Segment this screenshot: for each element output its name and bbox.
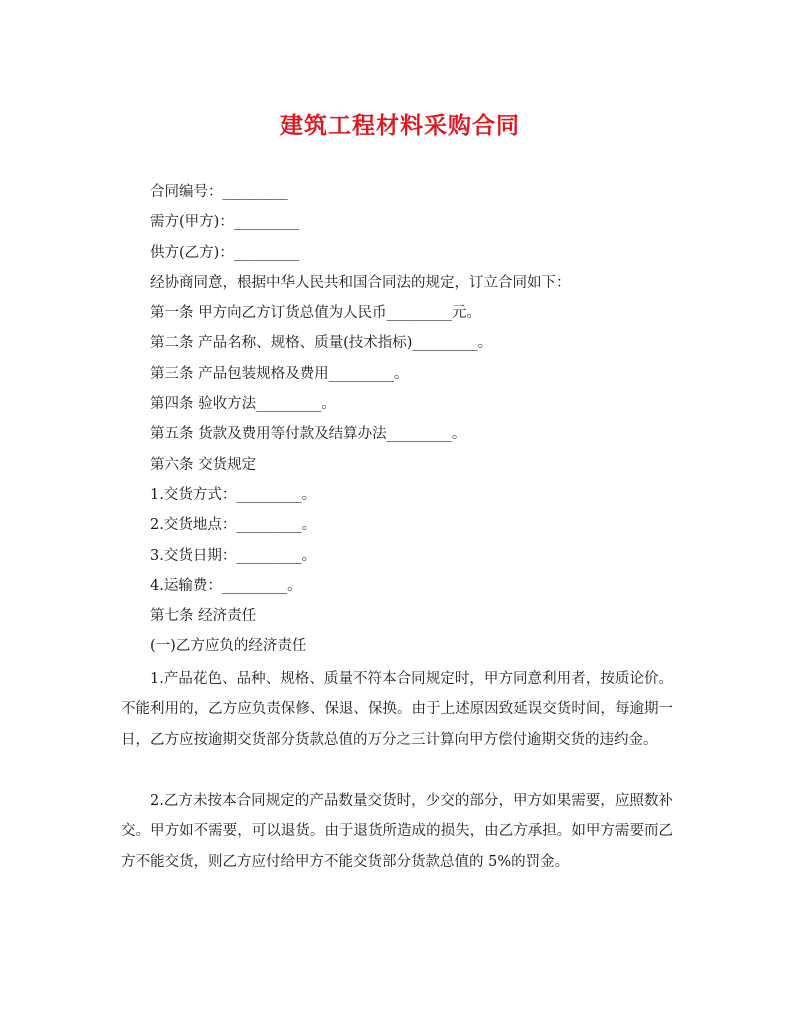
liability-paragraph-1: 1.产品花色、品种、规格、质量不符本合同规定时，甲方同意利用者，按质论价。不能利用的，乙方应负责保修、保退、保换。由于上述原因致延误交货时间，每逾期一日，乙方应按逾期交货部分货款总值的万分之三计算向甲方偿付逾期交货的违约金。 [121, 671, 673, 748]
article-5: 第五条 货款及费用等付款及结算办法_________。 [150, 426, 467, 443]
article-6-heading: 第六条 交货规定 [150, 456, 257, 473]
document-title: 建筑工程材料采购合同 [280, 112, 520, 139]
article-4: 第四条 验收方法_________。 [150, 396, 336, 413]
preamble-line: 经协商同意，根据中华人民共和国合同法的规定，订立合同如下： [150, 274, 571, 291]
article-2: 第二条 产品名称、规格、质量(技术指标)_________。 [150, 335, 493, 352]
article-3: 第三条 产品包装规格及费用_________。 [150, 365, 409, 382]
article-7-heading: 第七条 经济责任 [150, 608, 257, 625]
buyer-party-line: 需方(甲方)：_________ [150, 214, 300, 231]
contract-clauses [150, 177, 680, 662]
contract-number-line: 合同编号：_________ [150, 184, 288, 200]
delivery-date: 3.交货日期：_________。 [150, 547, 317, 564]
delivery-location: 2.交货地点：_________。 [150, 517, 317, 534]
transport-fee: 4.运输费：_________。 [150, 577, 302, 594]
delivery-method: 1.交货方式：_________。 [150, 486, 317, 503]
article-1: 第一条 甲方向乙方订货总值为人民币_________元。 [150, 305, 481, 322]
liability-paragraph-2: 2.乙方未按本合同规定的产品数量交货时，少交的部分，甲方如果需要，应照数补交。甲方如不需要，可以退货。由于退货所造成的损失，由乙方承担。如甲方需要而乙方不能交货，则乙方应付给甲方不能交货部分货款总值的 5%的罚金。 [121, 793, 673, 870]
supplier-liability-heading: (一)乙方应负的经济责任 [150, 638, 307, 655]
supplier-party-line: 供方(乙方)：_________ [150, 244, 300, 261]
